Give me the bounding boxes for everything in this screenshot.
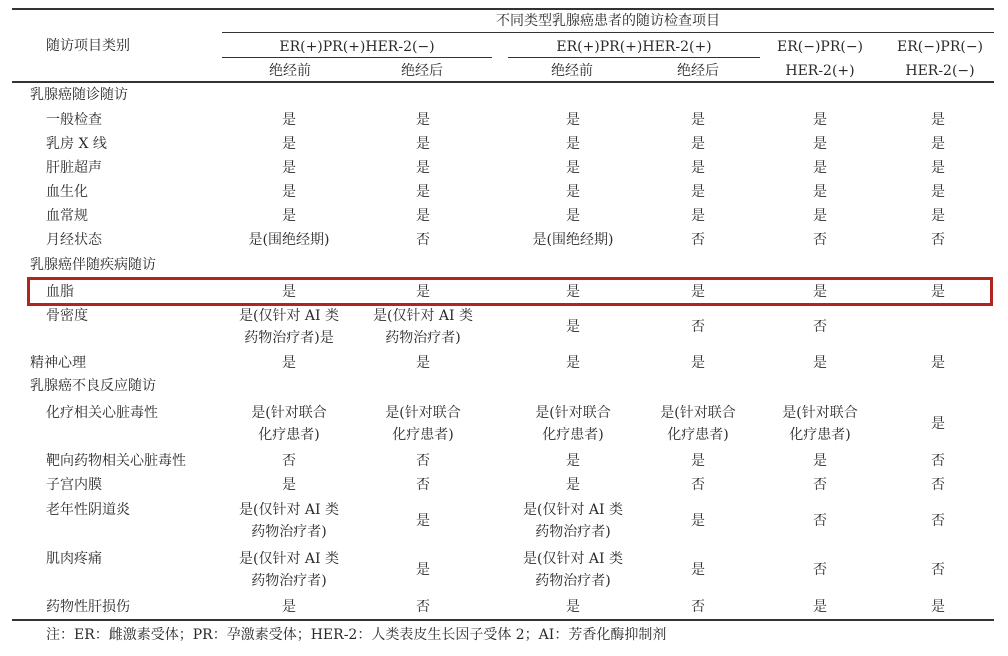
table-cell: 是 xyxy=(931,184,945,200)
table-cell: 是 xyxy=(691,160,705,176)
cell-line: 是(针对联合 xyxy=(782,405,858,421)
row-label: 血生化 xyxy=(46,184,88,200)
table-cell: 是 xyxy=(931,355,945,371)
table-cell: 是 xyxy=(566,208,580,224)
table-cell: 是 xyxy=(691,208,705,224)
table-top-rule xyxy=(12,8,994,10)
table-cell xyxy=(219,305,359,349)
table-cell: 是 xyxy=(282,284,296,300)
subheader-postmenopausal: 绝经后 xyxy=(401,63,443,79)
table-cell xyxy=(353,305,493,349)
table-cell: 是 xyxy=(416,513,430,529)
table-cell: 是 xyxy=(282,599,296,615)
table-cell: 是 xyxy=(931,112,945,128)
cell-line: 是(针对联合 xyxy=(660,405,736,421)
table-cell: 是 xyxy=(691,513,705,529)
row-label: 骨密度 xyxy=(46,308,88,324)
table-cell xyxy=(353,402,493,446)
table-cell: 是 xyxy=(416,284,430,300)
table-cell xyxy=(868,305,1008,349)
table-cell: 是 xyxy=(416,136,430,152)
subheader-premenopausal: 绝经前 xyxy=(269,63,311,79)
table-cell: 是 xyxy=(566,319,580,335)
table-bottom-rule xyxy=(12,619,994,621)
table-cell: 是 xyxy=(416,160,430,176)
cell-line: 药物治疗者) xyxy=(251,524,327,540)
table-cell xyxy=(219,499,359,543)
group-header-er-neg-her2-pos: ER(−)PR(−) xyxy=(776,39,864,55)
table-cell: 是 xyxy=(813,208,827,224)
table-cell: 是(围绝经期) xyxy=(532,232,614,248)
table-cell xyxy=(503,548,643,592)
subheader-premenopausal: 绝经前 xyxy=(551,63,593,79)
table-cell: 否 xyxy=(931,477,945,493)
table-cell: 是 xyxy=(416,562,430,578)
row-label: 子宫内膜 xyxy=(46,477,102,493)
table-cell: 是 xyxy=(931,208,945,224)
table-cell xyxy=(503,499,643,543)
cell-line: 是(针对联合 xyxy=(385,405,461,421)
table-cell: 是 xyxy=(282,355,296,371)
row-label: 药物性肝损伤 xyxy=(46,599,130,615)
table-cell: 否 xyxy=(691,477,705,493)
header-bottom-rule xyxy=(12,81,994,83)
table-cell: 否 xyxy=(416,599,430,615)
table-cell: 是 xyxy=(566,160,580,176)
table-cell: 否 xyxy=(691,319,705,335)
group-header-er-pos-her2-pos: ER(+)PR(+)HER-2(+) xyxy=(556,39,712,55)
table-cell: 是 xyxy=(931,160,945,176)
group1-rule xyxy=(222,57,492,58)
table-cell xyxy=(219,548,359,592)
row-label: 血常规 xyxy=(46,208,88,224)
cell-line: 是(仅针对 AI 类 xyxy=(238,502,339,518)
table-cell: 是 xyxy=(566,599,580,615)
table-cell: 否 xyxy=(416,232,430,248)
table-cell: 是 xyxy=(813,136,827,152)
section-title: 乳腺癌随诊随访 xyxy=(30,87,128,103)
section-title: 乳腺癌不良反应随访 xyxy=(30,378,156,394)
table-cell: 否 xyxy=(813,319,827,335)
group-header-er-pos-her2-neg: ER(+)PR(+)HER-2(−) xyxy=(279,39,435,55)
cell-line: 化疗患者) xyxy=(789,427,851,443)
table-cell: 否 xyxy=(813,513,827,529)
table-cell xyxy=(628,402,768,446)
table-cell: 是 xyxy=(931,284,945,300)
cell-line: 药物治疗者) xyxy=(385,330,461,346)
row-header-label: 随访项目类别 xyxy=(46,38,130,54)
table-cell: 是 xyxy=(416,355,430,371)
row-label: 肌肉疼痛 xyxy=(46,551,102,567)
table-cell: 是 xyxy=(566,284,580,300)
cell-line: 药物治疗者)是 xyxy=(244,330,334,346)
table-cell: 否 xyxy=(813,562,827,578)
table-cell: 否 xyxy=(691,232,705,248)
cell-line: 是(仅针对 AI 类 xyxy=(238,551,339,567)
table-cell: 否 xyxy=(931,562,945,578)
table-cell: 否 xyxy=(282,453,296,469)
super-header-rule xyxy=(222,32,994,33)
table-cell: 是 xyxy=(566,184,580,200)
table-cell: 是(围绝经期) xyxy=(248,232,330,248)
cell-line: 是(仅针对 AI 类 xyxy=(522,551,623,567)
table-cell: 是 xyxy=(416,112,430,128)
table-cell: 是 xyxy=(813,355,827,371)
table-cell: 是 xyxy=(282,208,296,224)
table-note: 注：ER：雌激素受体；PR：孕激素受体；HER-2：人类表皮生长因子受体 2；AI：芳香化酶抑制剂 xyxy=(46,627,667,643)
row-label: 老年性阴道炎 xyxy=(46,502,130,518)
cell-line: 化疗患者) xyxy=(392,427,454,443)
table-cell: 是 xyxy=(691,562,705,578)
table-cell: 是 xyxy=(813,112,827,128)
group-header-er-neg-her2-pos-line2: HER-2(+) xyxy=(785,63,855,79)
cell-line: 是(针对联合 xyxy=(535,405,611,421)
table-cell: 是 xyxy=(282,112,296,128)
table-cell: 是 xyxy=(566,355,580,371)
cell-line: 是(仅针对 AI 类 xyxy=(522,502,623,518)
row-label: 化疗相关心脏毒性 xyxy=(46,405,158,421)
cell-line: 是(仅针对 AI 类 xyxy=(238,308,339,324)
row-label: 靶向药物相关心脏毒性 xyxy=(46,453,186,469)
table-cell: 是 xyxy=(416,184,430,200)
table-cell: 是 xyxy=(813,160,827,176)
cell-line: 化疗患者) xyxy=(667,427,729,443)
table-cell: 是 xyxy=(931,599,945,615)
table-cell: 否 xyxy=(931,453,945,469)
section-title: 乳腺癌伴随疾病随访 xyxy=(30,257,156,273)
cell-line: 化疗患者) xyxy=(542,427,604,443)
table-cell: 否 xyxy=(416,477,430,493)
row-label: 月经状态 xyxy=(46,232,102,248)
table-cell: 否 xyxy=(813,477,827,493)
section-title: 精神心理 xyxy=(30,355,86,371)
table-cell: 否 xyxy=(416,453,430,469)
row-label: 血脂 xyxy=(46,284,74,300)
row-label: 肝脏超声 xyxy=(46,160,102,176)
table-cell: 是 xyxy=(566,477,580,493)
table-cell: 是 xyxy=(813,599,827,615)
cell-line: 是(针对联合 xyxy=(251,405,327,421)
table-cell xyxy=(503,402,643,446)
row-label: 一般检查 xyxy=(46,112,102,128)
table-cell: 是 xyxy=(566,453,580,469)
table-cell: 是 xyxy=(691,453,705,469)
table-cell: 是 xyxy=(566,136,580,152)
table-cell: 是 xyxy=(282,136,296,152)
cell-line: 是(仅针对 AI 类 xyxy=(372,308,473,324)
table-cell: 是 xyxy=(813,184,827,200)
table-cell: 是 xyxy=(691,184,705,200)
cell-line: 药物治疗者) xyxy=(535,524,611,540)
group-header-er-neg-her2-neg: ER(−)PR(−) xyxy=(896,39,984,55)
table-cell: 否 xyxy=(931,513,945,529)
subheader-postmenopausal: 绝经后 xyxy=(677,63,719,79)
cell-line: 药物治疗者) xyxy=(251,573,327,589)
table-cell: 是 xyxy=(931,136,945,152)
group2-rule xyxy=(508,57,760,58)
table-cell: 否 xyxy=(691,599,705,615)
cell-line: 化疗患者) xyxy=(258,427,320,443)
table-cell: 是 xyxy=(566,112,580,128)
table-cell: 是 xyxy=(813,453,827,469)
table-cell: 是 xyxy=(691,284,705,300)
table-cell: 否 xyxy=(931,232,945,248)
table-cell: 是 xyxy=(813,284,827,300)
table-cell: 是 xyxy=(282,477,296,493)
cell-line: 药物治疗者) xyxy=(535,573,611,589)
table-cell: 是 xyxy=(691,136,705,152)
group-header-er-neg-her2-neg-line2: HER-2(−) xyxy=(905,63,975,79)
table-cell: 否 xyxy=(813,232,827,248)
table-cell: 是 xyxy=(931,416,945,432)
table-cell: 是 xyxy=(282,160,296,176)
table-cell xyxy=(219,402,359,446)
table-cell: 是 xyxy=(691,112,705,128)
table-cell: 是 xyxy=(691,355,705,371)
table-cell: 是 xyxy=(416,208,430,224)
row-label: 乳房 X 线 xyxy=(46,136,107,152)
super-header: 不同类型乳腺癌患者的随访检查项目 xyxy=(496,13,720,29)
table-cell: 是 xyxy=(282,184,296,200)
